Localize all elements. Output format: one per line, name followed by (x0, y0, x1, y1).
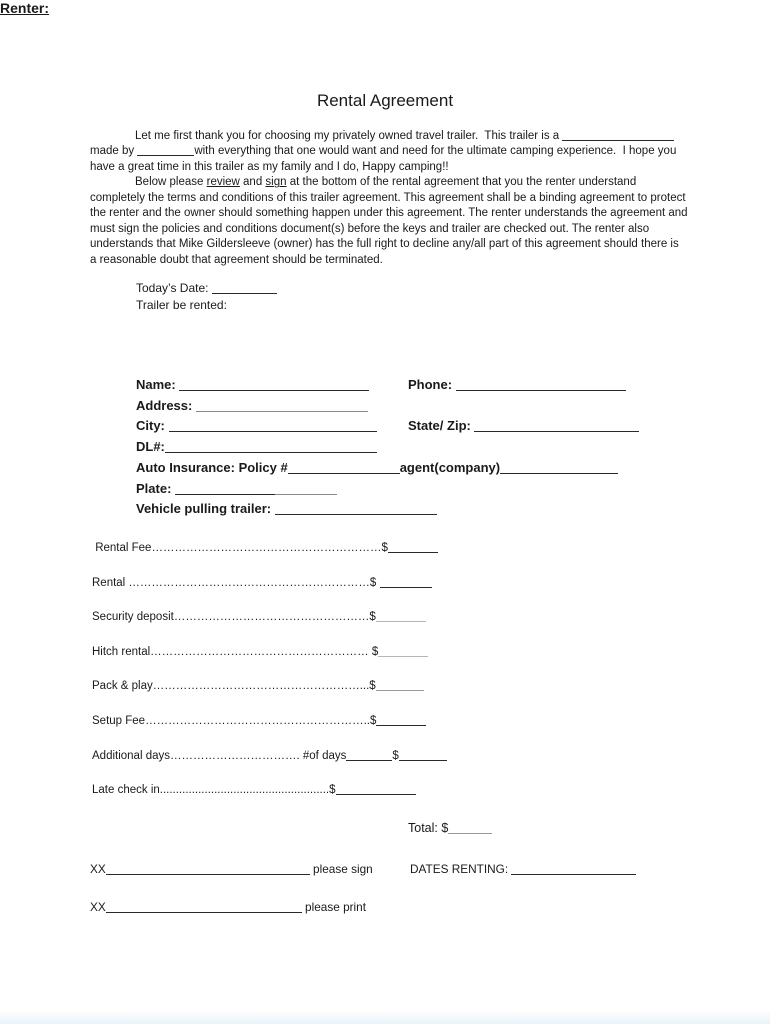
text-segment: Rental ………………………………………………………$ (92, 576, 380, 589)
field-label: Plate: (136, 480, 176, 496)
blank-underline[interactable] (376, 679, 424, 691)
sign-row (90, 862, 710, 900)
text-segment: Trailer be rented: (136, 297, 227, 312)
field-label: DL#: (136, 439, 165, 455)
text-line (90, 175, 700, 190)
field-label: agent(company) (399, 459, 501, 475)
text-segment: Setup Fee…………………………………………………..$ (92, 714, 377, 727)
text-segment: $ (392, 749, 399, 762)
text-segment: XX (90, 899, 106, 914)
blank-underline[interactable] (336, 783, 416, 795)
pack-and-play-row (90, 679, 700, 714)
blank-underline[interactable] (388, 541, 438, 553)
text-segment: please print (301, 899, 367, 914)
blank-underline[interactable] (456, 378, 626, 391)
todays-date-line (90, 280, 277, 297)
text-segment: Hitch rental………………………………………………… $ (92, 645, 379, 658)
text-segment: understands that Mike Gildersleeve (owner) has the full right to decline any/all part of this agreement should there is (90, 238, 679, 251)
text-segment: Pack & play………………………………………………...$ (92, 680, 376, 693)
intro-paragraphs (90, 129, 700, 268)
total-row (408, 821, 492, 835)
text-segment: must sign the policies and conditions document(s) before the keys and trailer are checked out. The renter also (90, 222, 650, 235)
text-line (90, 191, 700, 206)
name-phone-row (90, 375, 700, 396)
blank-underline[interactable] (511, 863, 636, 875)
text-segment: the renter and the owner should something happen under this agreement. The renter understands the agreement and (90, 207, 688, 220)
blank-underline[interactable] (275, 502, 437, 515)
text-line (90, 222, 700, 237)
hitch-rental-row (90, 645, 700, 680)
text-segment: and (239, 176, 266, 189)
text-segment: Today’s Date: (136, 281, 212, 295)
blank-underline[interactable] (562, 129, 674, 141)
text-segment: Additional days……………………………. #of days (92, 749, 347, 762)
text-segment: with everything that one would want and need for the ultimate camping experience. I hope you (194, 145, 677, 158)
print-row (90, 900, 710, 938)
blank-underline[interactable] (106, 901, 302, 913)
text-segment: Below please (135, 176, 207, 189)
blank-underline[interactable] (106, 863, 310, 875)
blank-underline[interactable] (196, 399, 368, 412)
blank-underline[interactable] (500, 461, 618, 474)
text-segment: made by (90, 145, 138, 158)
page-bottom-edge (0, 1010, 770, 1024)
blank-underline[interactable] (448, 822, 492, 834)
rental-fee-row (90, 541, 700, 576)
blank-underline[interactable] (165, 440, 377, 453)
text-line (90, 206, 700, 221)
text-segment: please sign (309, 862, 373, 876)
renter-fields (90, 375, 700, 520)
insurance-row (90, 458, 700, 479)
underlined-word: review (206, 176, 240, 189)
text-segment: Rental Fee……………………………………………………$ (92, 542, 388, 554)
blank-underline[interactable] (212, 282, 277, 294)
blank-underline[interactable] (288, 461, 400, 474)
rental-row (90, 576, 700, 611)
field-label: Vehicle pulling trailer: (136, 501, 275, 517)
security-deposit-row (90, 610, 700, 645)
blank-underline[interactable] (399, 749, 447, 761)
right-column (410, 862, 636, 877)
text-segment: a reasonable doubt that agreement should be terminated. (90, 253, 383, 266)
setup-fee-row (90, 714, 700, 749)
text-segment: Let me first thank you for choosing my privately owned travel trailer. This trailer is a (135, 130, 563, 142)
vehicle-row (90, 499, 700, 520)
blank-underline[interactable] (275, 482, 337, 495)
plate-row (90, 479, 700, 500)
date-block (90, 280, 277, 313)
renter-heading: Renter: (0, 0, 50, 16)
blank-underline[interactable] (169, 419, 377, 432)
text-segment: Late check in.....................................................$ (92, 784, 336, 797)
blank-underline[interactable] (474, 419, 639, 432)
text-line (90, 253, 700, 268)
right-column (408, 375, 626, 396)
blank-underline[interactable] (179, 378, 369, 391)
text-line (90, 144, 700, 159)
field-label: City: (136, 418, 169, 434)
text-line (90, 160, 700, 175)
text-segment: Total: $ (408, 821, 449, 835)
late-checkin-row (90, 783, 700, 818)
field-label: State/ Zip: (408, 418, 475, 434)
dl-row (90, 437, 700, 458)
text-segment: have a great time in this trailer as my family and I do, Happy camping!! (90, 160, 449, 173)
city-statezip-row (90, 416, 700, 437)
page-title: Rental Agreement (316, 91, 454, 110)
field-label: Phone: (408, 377, 456, 392)
field-label: Name: (136, 377, 180, 392)
text-segment: completely the terms and conditions of this trailer agreement. This agreement shall be a binding agreement to protect (90, 191, 686, 204)
blank-underline[interactable] (380, 576, 432, 588)
text-segment: XX (90, 862, 106, 876)
address-row (90, 396, 700, 417)
blank-underline[interactable] (376, 610, 426, 622)
total-line (408, 821, 492, 835)
field-label: Address: (136, 397, 196, 413)
trailer-rented-line (90, 297, 277, 314)
text-line (90, 237, 700, 252)
text-segment: DATES RENTING: (410, 862, 512, 876)
blank-underline[interactable] (378, 645, 428, 657)
blank-underline[interactable] (346, 749, 392, 761)
text-segment: Security deposit……………………………………………$ (92, 611, 376, 624)
blank-underline[interactable] (137, 144, 194, 156)
additional-days-row (90, 749, 700, 784)
signature-rows (90, 862, 710, 937)
field-label: Auto Insurance: Policy # (136, 459, 288, 475)
underlined-word: sign (265, 176, 287, 189)
text-line (90, 129, 700, 144)
blank-underline[interactable] (376, 714, 426, 726)
right-column (408, 416, 639, 437)
blank-underline[interactable] (175, 482, 275, 495)
text-segment: at the bottom of the rental agreement that you the renter understand (286, 176, 637, 189)
fee-list (90, 541, 700, 818)
